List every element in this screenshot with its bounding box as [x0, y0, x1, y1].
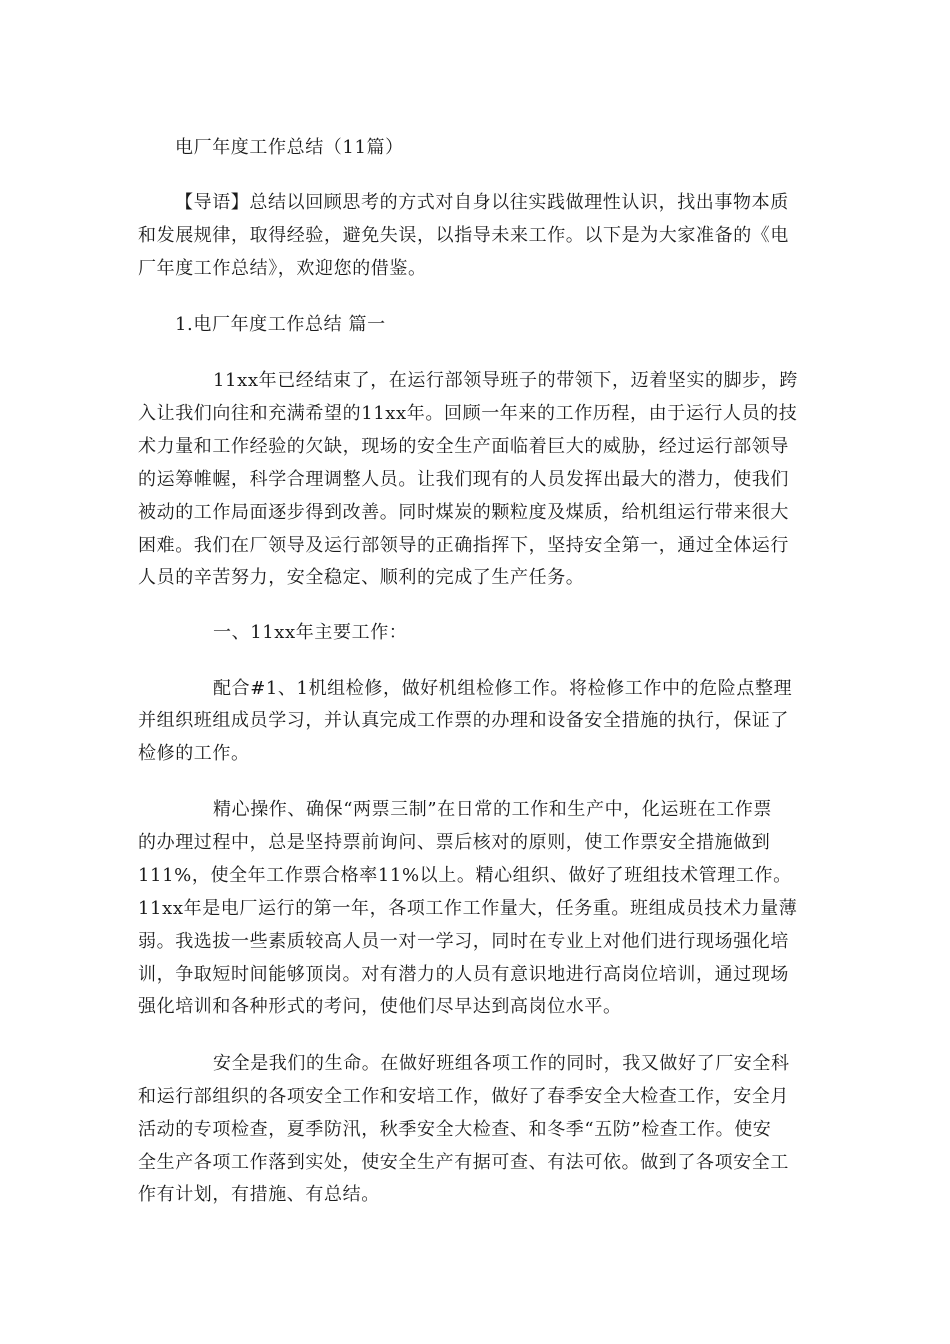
text-line: 人员的辛苦努力，安全稳定、顺利的完成了生产任务。	[138, 567, 585, 588]
text-line: 被动的工作局面逐步得到改善。同时煤炭的颗粒度及煤质，给机组运行带来很大	[138, 502, 789, 523]
text-line: 强化培训和各种形式的考问，使他们尽早达到高岗位水平。	[138, 996, 622, 1017]
text-line: 11xx年已经结束了，在运行部领导班子的带领下，迈着坚实的脚步，跨	[213, 370, 799, 391]
text-line: 11xx年是电厂运行的第一年，各项工作工作量大，任务重。班组成员技术力量薄	[138, 898, 798, 919]
text-line: 训，争取短时间能够顶岗。对有潜力的人员有意识地进行高岗位培训，通过现场	[138, 964, 789, 985]
text-line: 111%，使全年工作票合格率11%以上。精心组织、做好了班组技术管理工作。	[138, 865, 792, 886]
text-line: 的办理过程中，总是坚持票前询问、票后核对的原则，使工作票安全措施做到	[138, 832, 771, 853]
text-line: 【导语】总结以回顾思考的方式对自身以往实践做理性认识，找出事物本质	[175, 192, 789, 213]
text-line: 配合#1、1机组检修，做好机组检修工作。将检修工作中的危险点整理	[213, 678, 793, 699]
text-line: 和运行部组织的各项安全工作和安培工作，做好了春季安全大检查工作，安全月	[138, 1086, 789, 1107]
text-line: 弱。我选拔一些素质较高人员一对一学习，同时在专业上对他们进行现场强化培	[138, 931, 789, 952]
text-line: 活动的专项检查，夏季防汛，秋季安全大检查、和冬季“五防”检查工作。使安	[138, 1119, 772, 1140]
text-line: 检修的工作。	[138, 743, 250, 764]
text-line: 并组织班组成员学习，并认真完成工作票的办理和设备安全措施的执行，保证了	[138, 710, 789, 731]
text-line: 电厂年度工作总结（11篇）	[175, 137, 404, 158]
text-line: 和发展规律，取得经验，避免失误，以指导未来工作。以下是为大家准备的《电	[138, 225, 789, 246]
text-line: 的运筹帷幄，科学合理调整人员。让我们现有的人员发挥出最大的潜力，使我们	[138, 469, 789, 490]
text-line: 安全是我们的生命。在做好班组各项工作的同时，我又做好了厂安全科	[213, 1053, 790, 1074]
text-line: 全生产各项工作落到实处，使安全生产有据可查、有法可依。做到了各项安全工	[138, 1152, 789, 1173]
text-line: 精心操作、确保“两票三制”在日常的工作和生产中，化运班在工作票	[213, 799, 773, 820]
text-line: 一、11xx年主要工作：	[213, 622, 408, 643]
text-line: 入让我们向往和充满希望的11xx年。回顾一年来的工作历程，由于运行人员的技	[138, 403, 798, 424]
text-line: 作有计划，有措施、有总结。	[138, 1184, 380, 1205]
text-line: 困难。我们在厂领导及运行部领导的正确指挥下，坚持安全第一，通过全体运行	[138, 535, 789, 556]
text-line: 术力量和工作经验的欠缺，现场的安全生产面临着巨大的威胁，经过运行部领导	[138, 436, 789, 457]
text-line: 1.电厂年度工作总结 篇一	[175, 314, 386, 335]
text-line: 厂年度工作总结》，欢迎您的借鉴。	[138, 258, 427, 279]
